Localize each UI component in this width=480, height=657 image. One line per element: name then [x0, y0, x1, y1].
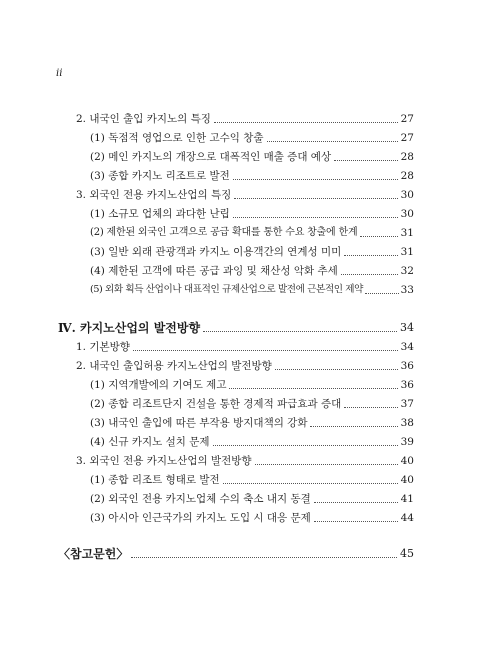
dot-leader [233, 178, 398, 180]
toc-entry[interactable] [0, 279, 480, 297]
toc-entry-label: (1) 종합 리조트 형태로 발전 [90, 474, 220, 486]
toc-entry[interactable] [0, 184, 480, 202]
toc-entry-page: 31 [400, 246, 414, 258]
toc-entry-label: (3) 종합 카지노 리조트로 발전 [90, 170, 230, 182]
references-label: 〈참고문헌〉 [58, 547, 129, 561]
toc-entry-label: (5) 외화 획득 산업이나 대표적인 규제산업으로 발전에 근본적인 제약 [90, 284, 364, 295]
toc-entry[interactable] [0, 165, 480, 183]
dot-leader [334, 159, 398, 161]
toc-entry-page: 44 [400, 512, 414, 524]
toc-chapter-label: Ⅳ. 카지노산업의 발전방향 [58, 321, 201, 335]
toc-entry-page: 31 [400, 227, 414, 239]
toc-entry-page: 34 [400, 341, 414, 353]
toc-entry[interactable] [0, 222, 480, 240]
dot-leader [310, 425, 397, 427]
toc-entry-label: (2) 종합 리조트단지 건설을 통한 경제적 파급효과 증대 [90, 398, 342, 410]
dot-leader [275, 368, 398, 370]
toc-entry-page: 41 [400, 493, 414, 505]
toc-entry-page: 39 [400, 436, 414, 448]
toc-entry[interactable] [0, 241, 480, 259]
toc-entry-label: (2) 메인 카지노의 개장으로 대폭적인 매출 증대 예상 [90, 151, 332, 163]
toc-entry-label: (3) 일반 외래 관광객과 카지노 이용객간의 연계성 미미 [90, 246, 342, 258]
toc-entry-label: 2. 내국인 출입 카지노의 특징 [76, 113, 211, 125]
dot-leader [233, 216, 398, 218]
toc-entry[interactable] [0, 488, 480, 506]
toc-entry[interactable] [0, 374, 480, 392]
dot-leader [365, 292, 399, 294]
toc-entry[interactable] [0, 450, 480, 468]
dot-leader [131, 556, 397, 558]
toc-entry-page: 37 [400, 398, 414, 410]
dot-leader [341, 273, 398, 275]
toc-entry-page: 27 [400, 132, 414, 144]
toc-entry[interactable] [0, 127, 480, 145]
toc-entry-label: (4) 제한된 고객에 따른 공급 과잉 및 채산성 악화 추세 [90, 265, 338, 277]
toc-entry-label: (1) 독점적 영업으로 인한 고수익 창출 [90, 132, 264, 144]
toc-entry[interactable] [0, 146, 480, 164]
toc-entry-label: (2) 외국인 전용 카지노업체 수의 축소 내지 동결 [90, 493, 311, 505]
toc-entry-label: (4) 신규 카지노 설치 문제 [90, 436, 210, 448]
toc-entry-page: 27 [400, 113, 414, 125]
page-marker: ii [56, 68, 63, 79]
toc-entry-label: (3) 내국인 출입에 따른 부작용 방지대책의 강화 [90, 417, 308, 429]
toc-entry-page: 33 [400, 284, 414, 296]
dot-leader [314, 501, 398, 503]
toc-entry[interactable] [0, 431, 480, 449]
toc-entry-page: 45 [400, 547, 414, 560]
toc-entry-label: 3. 외국인 전용 카지노산업의 특징 [76, 189, 232, 201]
toc-entry-label: (1) 소규모 업체의 과다한 난립 [90, 208, 230, 220]
toc-entry-page: 40 [400, 455, 414, 467]
dot-leader [314, 520, 398, 522]
dot-leader [360, 235, 397, 237]
toc-entry-page: 30 [400, 189, 414, 201]
dot-leader [267, 140, 398, 142]
toc-entry[interactable] [0, 108, 480, 126]
toc-entry[interactable] [0, 260, 480, 278]
dot-leader [223, 482, 398, 484]
toc-entry-label: 1. 기본방향 [76, 341, 130, 353]
toc-entry[interactable] [0, 469, 480, 487]
toc-entry[interactable] [0, 393, 480, 411]
toc-entry-page: 28 [400, 170, 414, 182]
toc-entry-label: (3) 아시아 인근국가의 카지노 도입 시 대응 문제 [90, 512, 311, 524]
toc-entry-label: 3. 외국인 전용 카지노산업의 발전방향 [76, 455, 252, 467]
toc-entry-page: 40 [400, 474, 414, 486]
toc-entry-page: 28 [400, 151, 414, 163]
dot-leader [133, 349, 398, 351]
toc-entry[interactable] [0, 355, 480, 373]
dot-leader [255, 463, 398, 465]
toc-entry-page: 32 [400, 265, 414, 277]
dot-leader [214, 121, 398, 123]
dot-leader [234, 197, 397, 199]
toc-entry[interactable] [0, 412, 480, 430]
toc-entry-label: 2. 내국인 출입허용 카지노산업의 발전방향 [76, 360, 272, 372]
toc-entry-page: 38 [400, 417, 414, 429]
toc-entry-page: 30 [400, 208, 414, 220]
toc-entry[interactable] [0, 336, 480, 354]
toc-entry[interactable] [0, 507, 480, 525]
toc-chapter[interactable] [0, 317, 480, 335]
toc-entry-label: (2) 제한된 외국인 고객으로 공급 확대를 통한 수요 창출에 한계 [90, 227, 358, 238]
toc-references[interactable] [0, 543, 480, 561]
toc-entry[interactable] [0, 203, 480, 221]
dot-leader [203, 330, 397, 332]
dot-leader [344, 406, 397, 408]
toc-entry-page: 36 [400, 360, 414, 372]
dot-leader [213, 444, 398, 446]
toc-entry-label: (1) 지역개발에의 기여도 제고 [90, 379, 227, 391]
dot-leader [229, 387, 397, 389]
toc-entry-page: 36 [400, 379, 414, 391]
dot-leader [344, 254, 397, 256]
toc-entry-page: 34 [400, 321, 414, 334]
